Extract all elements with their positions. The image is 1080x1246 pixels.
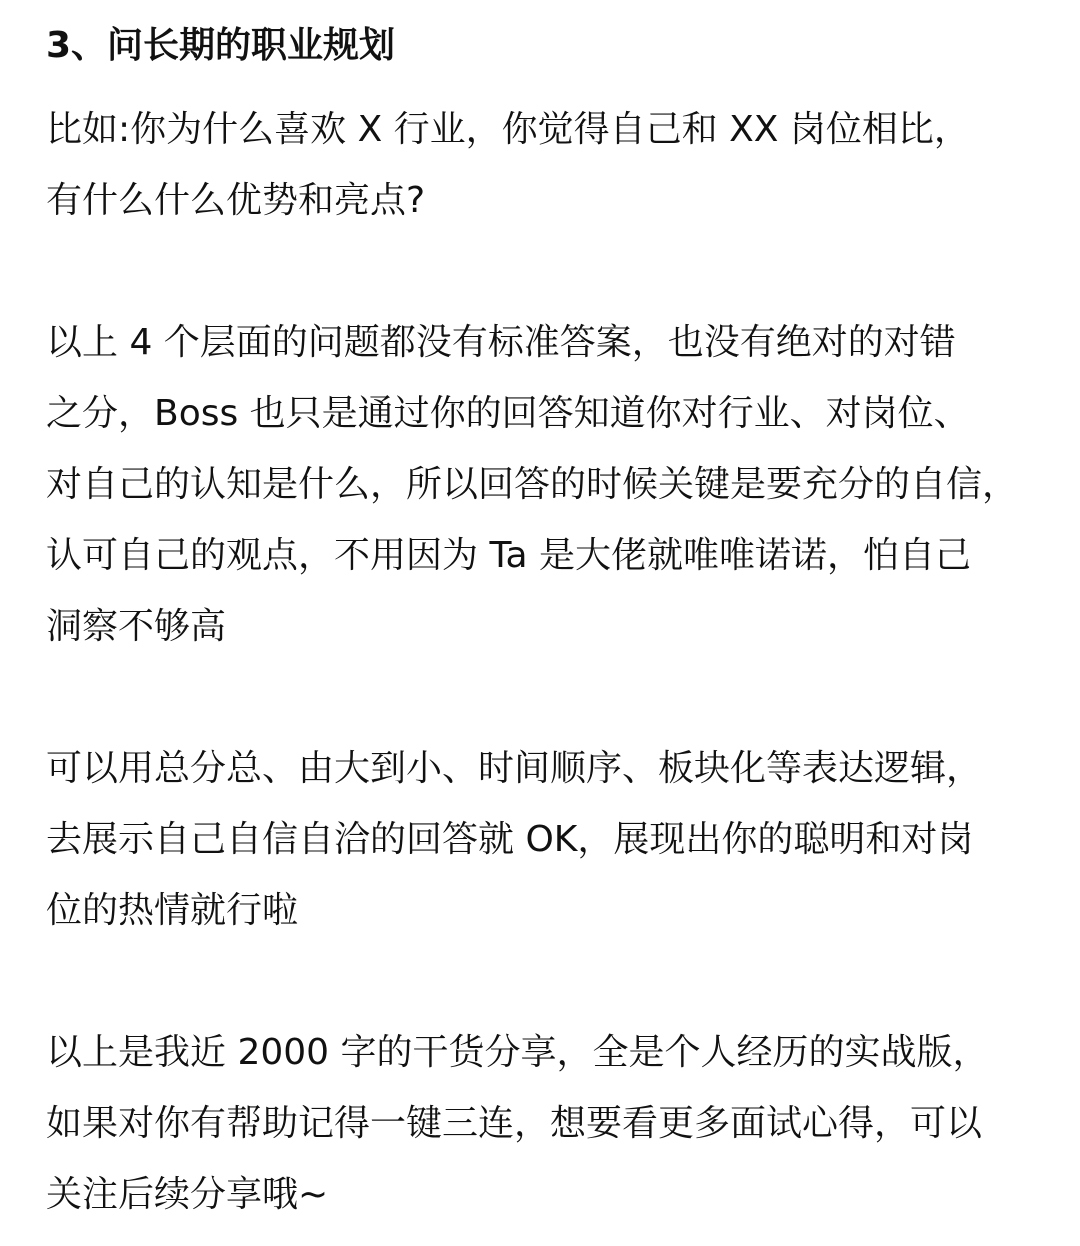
paragraph-answer-logic (46, 733, 1066, 946)
paragraph-no-standard-answer (46, 307, 1066, 662)
article-body (46, 22, 1066, 1230)
text-line: 认可自己的观点，不用因为 Ta 是大佬就唯唯诺诺，怕自己 (46, 535, 971, 576)
text-line: 关注后续分享哦~ (46, 1174, 329, 1215)
paragraph-example (46, 94, 1066, 236)
paragraph-spacer (46, 946, 1066, 1017)
text-line: 之分，Boss 也只是通过你的回答知道你对行业、对岗位、 (46, 393, 970, 434)
text-line: 以上 4 个层面的问题都没有标准答案，也没有绝对的对错 (46, 322, 956, 363)
text-line: 洞察不够高 (46, 606, 227, 647)
text-line: 有什么什么优势和亮点? (46, 180, 426, 221)
text-line: 可以用总分总、由大到小、时间顺序、板块化等表达逻辑， (46, 748, 983, 789)
paragraph-closing (46, 1017, 1066, 1230)
section-heading: 3、问长期的职业规划 (46, 25, 396, 66)
text-line: 以上是我近 2000 字的干货分享，全是个人经历的实战版， (46, 1032, 989, 1073)
text-line: 对自己的认知是什么，所以回答的时候关键是要充分的自信， (46, 464, 1019, 505)
text-line: 去展示自己自信自洽的回答就 OK，展现出你的聪明和对岗 (46, 819, 974, 860)
text-line: 位的热情就行啦 (46, 890, 299, 931)
paragraph-spacer (46, 236, 1066, 307)
text-line: 比如:你为什么喜欢 X 行业，你觉得自己和 XX 岗位相比， (46, 109, 970, 150)
text-line: 如果对你有帮助记得一键三连，想要看更多面试心得，可以 (46, 1103, 983, 1144)
paragraph-spacer (46, 662, 1066, 733)
